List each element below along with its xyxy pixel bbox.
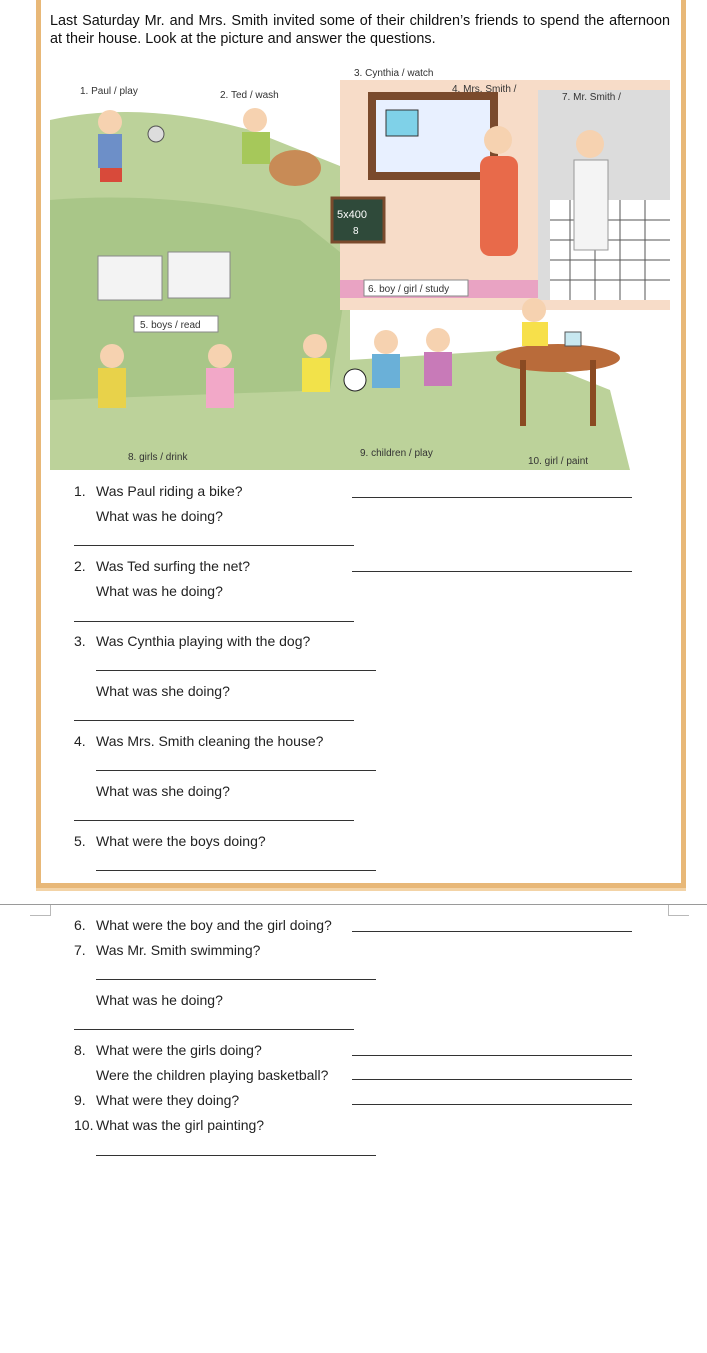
answer-line-4[interactable] — [96, 770, 376, 771]
label-3: 3. Cynthia / watch — [354, 68, 434, 79]
answer-line-7[interactable] — [96, 979, 376, 980]
answer-line-1b[interactable] — [74, 545, 354, 546]
question-7b: What was he doing? — [96, 992, 223, 1008]
answer-line-7b[interactable] — [74, 1029, 354, 1030]
question-4: 4. Was Mrs. Smith cleaning the house? — [74, 733, 324, 749]
chalkboard-text: 5x400 — [337, 209, 367, 221]
question-7: 7. Was Mr. Smith swimming? — [74, 942, 261, 958]
mr-smith-figure — [574, 130, 608, 250]
chalkboard-sub: 8 — [353, 226, 359, 237]
answer-line-2[interactable] — [352, 571, 632, 572]
intro-text: Last Saturday Mr. and Mrs. Smith invited some of their children’s friends to spend the afternoon at their house. Look at the picture and answer the questions. — [50, 13, 670, 47]
page-corner-right — [668, 905, 689, 916]
label-2: 2. Ted / wash — [220, 90, 279, 101]
question-1: 1. Was Paul riding a bike? — [74, 483, 243, 499]
question-3b: What was she doing? — [96, 683, 230, 699]
label-1: 1. Paul / play — [80, 86, 138, 97]
answer-line-6[interactable] — [352, 931, 632, 932]
label-8: 8. girls / drink — [128, 452, 188, 463]
label-5: 5. boys / read — [140, 320, 201, 331]
answer-line-8b[interactable] — [352, 1079, 632, 1080]
label-7: 7. Mr. Smith / — [562, 92, 621, 103]
label-6-tag — [364, 280, 468, 296]
question-2: 2. Was Ted surfing the net? — [74, 558, 251, 574]
question-8b: Were the children playing basketball? — [96, 1067, 329, 1083]
answer-line-5[interactable] — [96, 870, 376, 871]
question-4b: What was she doing? — [96, 783, 230, 799]
question-6: 6. What were the boy and the girl doing? — [74, 917, 332, 933]
answer-line-3b[interactable] — [74, 720, 354, 721]
label-4: 4. Mrs. Smith / — [452, 84, 517, 95]
answer-line-1[interactable] — [352, 497, 632, 498]
answer-line-4b[interactable] — [74, 820, 354, 821]
question-2b: What was he doing? — [96, 583, 223, 599]
label-9: 9. children / play — [360, 448, 433, 459]
question-5: 5. What were the boys doing? — [74, 833, 266, 849]
question-3: 3. Was Cynthia playing with the dog? — [74, 633, 311, 649]
page-break — [0, 904, 707, 905]
label-5-tag — [134, 316, 218, 332]
page-corner-left — [30, 905, 51, 916]
answer-line-2b[interactable] — [74, 621, 354, 622]
question-10: 10. What was the girl painting? — [74, 1117, 265, 1133]
answer-line-8[interactable] — [352, 1055, 632, 1056]
question-1b: What was he doing? — [96, 508, 223, 524]
answer-line-9[interactable] — [352, 1104, 632, 1105]
question-9: 9. What were they doing? — [74, 1092, 240, 1108]
answer-line-3[interactable] — [96, 670, 376, 671]
label-10: 10. girl / paint — [528, 456, 589, 467]
question-8: 8. What were the girls doing? — [74, 1042, 262, 1058]
answer-line-10[interactable] — [96, 1155, 376, 1156]
party-illustration — [50, 60, 670, 470]
label-6: 6. boy / girl / study — [368, 284, 450, 295]
